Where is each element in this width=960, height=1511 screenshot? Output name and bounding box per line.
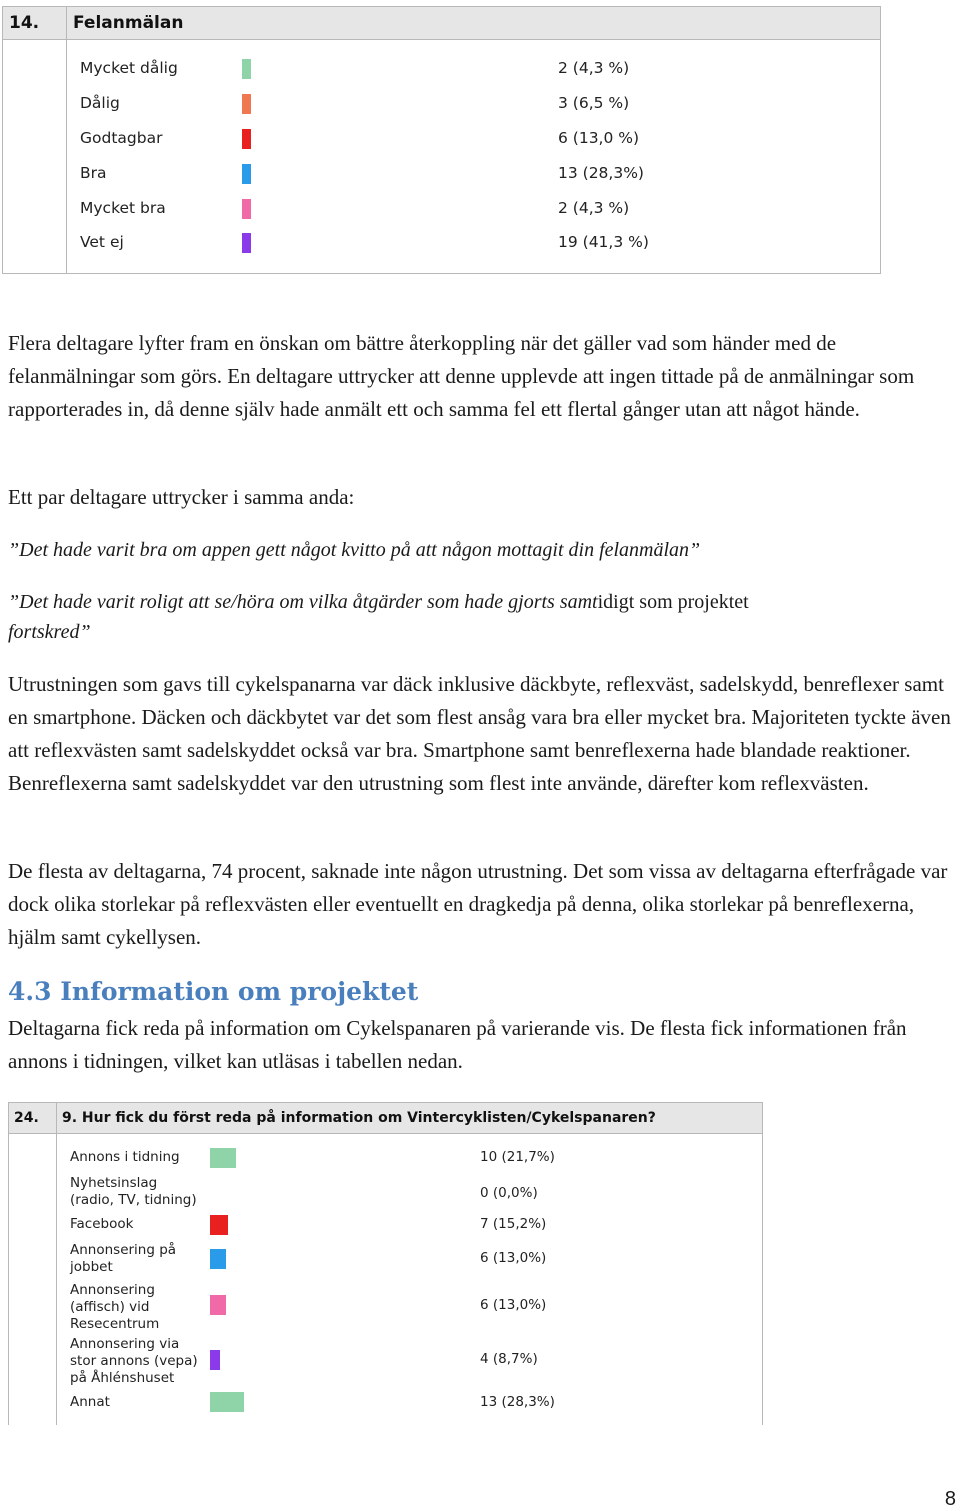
row-label: Annat	[70, 1394, 110, 1410]
row-bar	[210, 1249, 226, 1269]
row-label: Annonsering på jobbet	[70, 1242, 177, 1275]
row-label: Mycket bra	[80, 199, 166, 217]
survey-table-felanmalan	[2, 6, 881, 274]
quote-1: ”Det hade varit bra om appen gett något kvitto på att någon mottagit din felanmälan”	[8, 539, 701, 561]
page-number: 8	[944, 1488, 956, 1510]
row-bar	[210, 1350, 220, 1370]
section-heading: 4.3 Information om projektet	[8, 977, 419, 1006]
question-title: 9. Hur fick du först reda på information om Vintercyklisten/Cykelspanaren?	[62, 1110, 656, 1126]
row-label: Annons i tidning	[70, 1149, 180, 1165]
paragraph-missing-equipment: De flesta av deltagarna, 74 procent, saknade inte någon utrustning. Det som vissa av deltagarna efterfrågade var dock olika storlekar på reflexvästen eller eventuellt en dragkedja på denna, olika storlekar på benreflexerna, hjälm samt cykellysen.	[8, 859, 948, 949]
question-number: 24.	[14, 1110, 39, 1126]
table-header	[3, 7, 880, 40]
row-bar	[210, 1392, 244, 1412]
row-value: 10 (21,7%)	[480, 1149, 555, 1165]
quote-2-part-b: idigt som projektet	[597, 591, 749, 613]
question-number: 14.	[9, 13, 40, 33]
row-bar	[242, 129, 251, 149]
row-label: Dålig	[80, 94, 120, 112]
row-label: Mycket dålig	[80, 59, 178, 77]
row-value: 4 (8,7%)	[480, 1351, 538, 1367]
paragraph-information: Deltagarna fick reda på information om Cykelspanaren på varierande vis. De flesta fick informationen från annons i tidningen, vilket kan utläsas i tabellen nedan.	[8, 1016, 907, 1073]
quote-2-part-a: ”Det hade varit roligt att se/höra om vilka åtgärder som hade gjorts samt	[8, 591, 598, 613]
row-bar	[210, 1215, 228, 1235]
row-bar	[242, 59, 251, 79]
paragraph-equipment: Utrustningen som gavs till cykelspanarna var däck inklusive däckbyte, reflexväst, sadelskydd, benreflexer samt en smartphone. Däcken och däckbytet var det som flest ansåg vara bra eller mycket bra. Majoriteten tyckte även att reflexvästen samt sadelskyddet också var bra. Smartphone samt benreflexerna hade blandade reaktioner. Benreflexerna samt sadelskyddet var den utrustning som flest inte använde, därefter kom reflexvästen.	[8, 672, 951, 795]
row-value: 19 (41,3 %)	[558, 233, 649, 251]
row-bar	[242, 233, 251, 253]
row-label: Annonsering via stor annons (vepa) på Åhlénshuset	[70, 1336, 198, 1386]
row-value: 2 (4,3 %)	[558, 59, 630, 77]
row-label: Godtagbar	[80, 129, 163, 147]
row-label: Bra	[80, 164, 107, 182]
question-title: Felanmälan	[73, 13, 184, 33]
row-bar	[210, 1295, 226, 1315]
paragraph-feedback: Flera deltagare lyfter fram en önskan om bättre återkoppling när det gäller vad som händer med de felanmälningar som görs. En deltagare uttrycker att denne upplevde att ingen tittade på de anmälningar som rapporterades in, då denne själv hade anmält ett och samma fel ett flertal gånger utan att något hände.	[8, 331, 915, 421]
row-value: 6 (13,0%)	[480, 1250, 547, 1266]
row-bar	[242, 94, 251, 114]
row-bar	[242, 164, 251, 184]
quote-2	[8, 587, 956, 647]
row-value: 7 (15,2%)	[480, 1216, 547, 1232]
row-value: 13 (28,3%)	[480, 1394, 555, 1410]
row-value: 0 (0,0%)	[480, 1185, 538, 1201]
row-label: Vet ej	[80, 233, 124, 251]
column-divider	[66, 7, 67, 273]
quote-2-part-c: fortskred”	[8, 621, 91, 643]
survey-table-information-source	[8, 1102, 763, 1425]
row-label: Facebook	[70, 1216, 134, 1232]
row-value: 13 (28,3%)	[558, 164, 644, 182]
table-header	[9, 1103, 762, 1134]
row-bar	[242, 199, 251, 219]
row-value: 6 (13,0%)	[480, 1297, 547, 1313]
paragraph-intro-quotes: Ett par deltagare uttrycker i samma anda:	[8, 485, 355, 509]
row-value: 2 (4,3 %)	[558, 199, 630, 217]
row-value: 3 (6,5 %)	[558, 94, 630, 112]
row-label: Nyhetsinslag (radio, TV, tidning)	[70, 1175, 197, 1208]
row-value: 6 (13,0 %)	[558, 129, 640, 147]
row-label: Annonsering (affisch) vid Resecentrum	[70, 1282, 160, 1332]
row-bar	[210, 1148, 236, 1168]
column-divider	[56, 1103, 57, 1425]
